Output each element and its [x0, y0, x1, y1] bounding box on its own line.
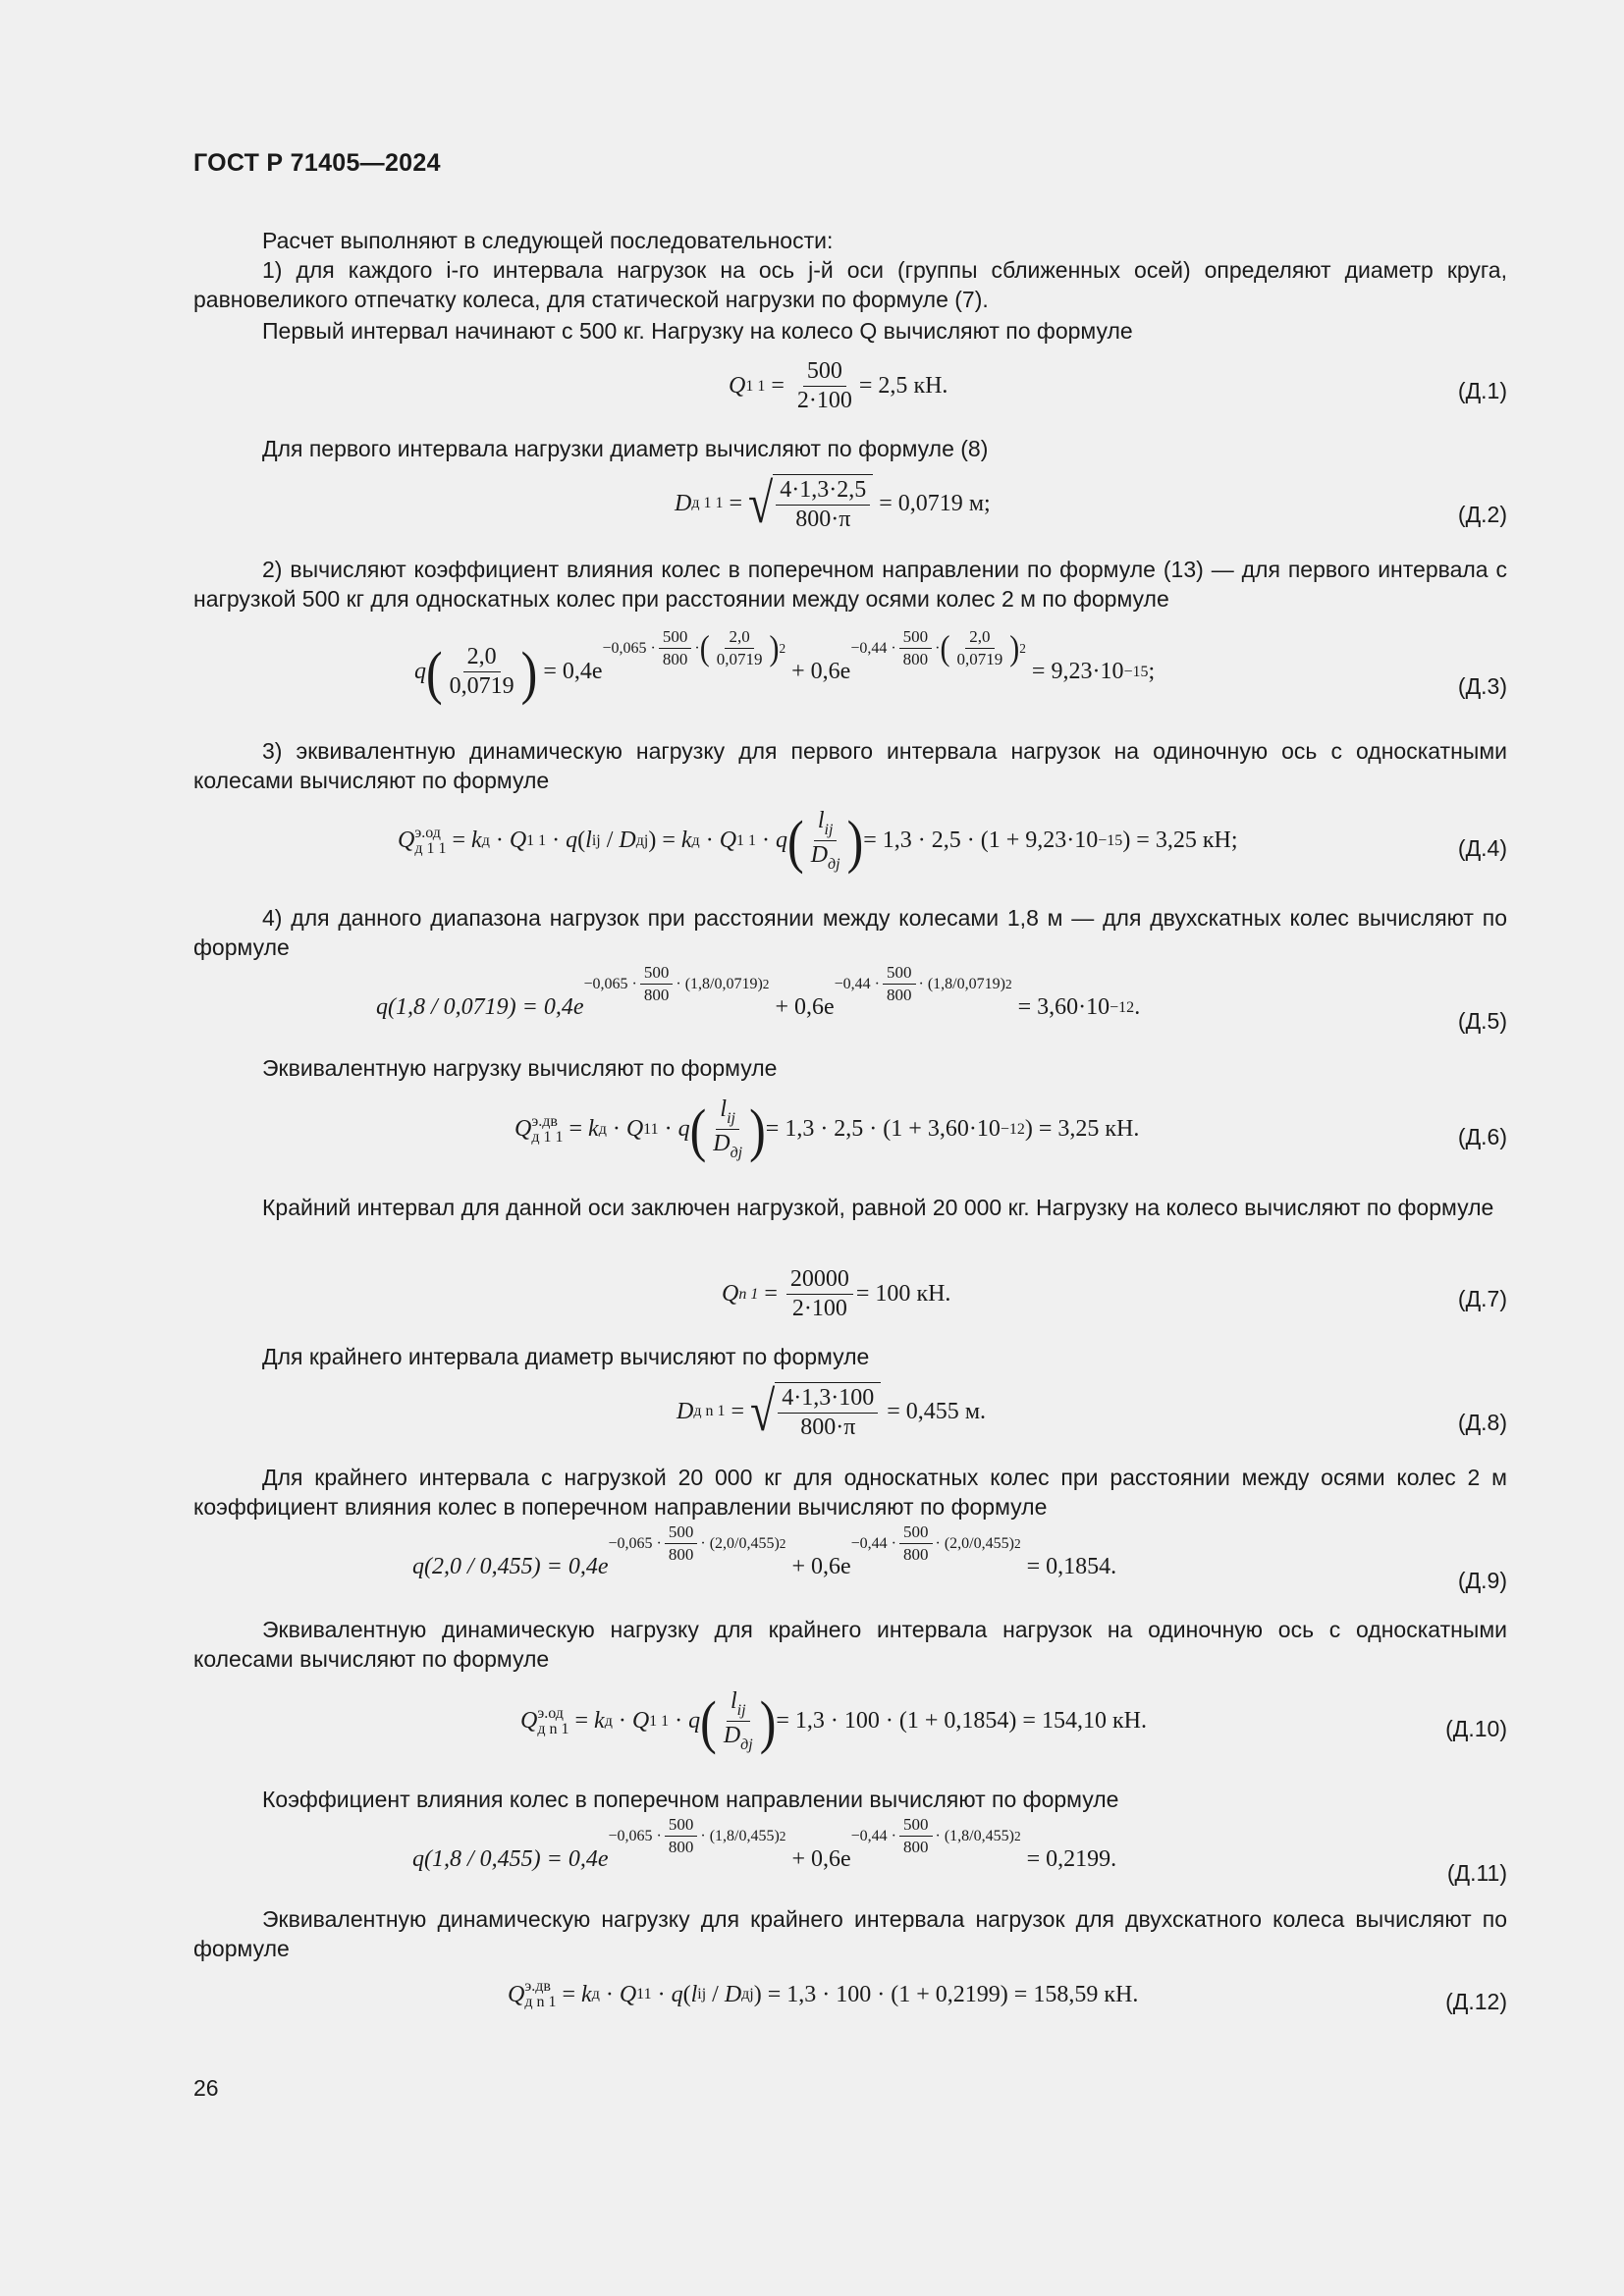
eq-numerator: 20000 [786, 1266, 853, 1295]
equation-d6: Q э.дв д 1 1 = k д · Q 11 · q ( $l_{ij}$ $D_{дj}$ ) = 1,3 · 2,5 · (1 + 3,60·10 −12 ) = 3,25 кН. (Д.6) [514, 1095, 1507, 1163]
equation-d1: Q 1 1 = $\frac{500}{2\cdot 100}$ = 2,5 кН. (Д.1) [729, 358, 1507, 413]
eq-symbol: D [677, 1398, 694, 1424]
eq-denominator: 800 [643, 986, 670, 1004]
sqrt-icon: √ [750, 1379, 776, 1443]
eq-inner: (1,8/0,455) [944, 1827, 1014, 1844]
paragraph-text: 3) эквивалентную динамическую нагрузку для первого интервала нагрузок на одиночную ось с односкатными колесами вычисляют по формуле [193, 738, 1507, 793]
eq-unit: кН. [916, 1281, 951, 1307]
eq-numerator: 500 [899, 1522, 933, 1544]
equation-number: (Д.12) [1445, 1989, 1507, 2014]
equation-d11: q(1,8 / 0,455) = 0,4e −0,065 · $\frac{500}{800}$ · (1,8/0,455) 2 + 0,6e −0,44 · $\frac{500}{800}$ · (1,8/0,455) 2 = 0,2199. (Д.11) [412, 1815, 1507, 1886]
eq-unit: кН. [1111, 1708, 1147, 1734]
eq-result: = 3,60·10 [1017, 994, 1110, 1020]
paragraph-text: Коэффициент влияния колес в поперечном направлении вычисляют по формуле [262, 1787, 1119, 1812]
eq-superscript: э.дв [524, 1978, 551, 1995]
paragraph [193, 1193, 1507, 1222]
eq-denominator: 800 [902, 650, 929, 668]
eq-result: = 0,1854. [1026, 1554, 1117, 1579]
eq-unit: кН; [1202, 828, 1238, 853]
eq-denominator: 800 [887, 986, 912, 1004]
eq-result: = 9,23·10 [1031, 659, 1124, 684]
equation-d2: D д 1 1 = √ $\frac{4\cdot 1,3\cdot 2,5}{800\cdot\pi}$ = 0,0719 м; (Д.2) [675, 471, 1507, 535]
eq-denominator: 2·100 [791, 1296, 847, 1321]
eq-rhs: = 1,3 · 100 · (1 + 0,1854) = 154,10 [776, 1708, 1107, 1734]
eq-superscript: э.од [414, 824, 441, 841]
eq-lhs: q(1,8 / 0,455) = 0,4e [412, 1846, 609, 1872]
eq-unit: кН. [1105, 1116, 1140, 1142]
eq-numerator: 500 [665, 1522, 698, 1544]
eq-denominator: 800 [668, 1838, 694, 1856]
paragraph [193, 903, 1507, 962]
equation-d3: q ( $\frac{2,0}{0,0719}$ ) = 0,4e −0,065 · $\frac{500}{800}$ · ( $\frac{2,0}{0,0719}$ ) 2 + 0,6e −0,44 · $\frac{500}{800}$ · ( $\frac{2,0}{0,0719}$ ) 2 = 9,23·10 −15 ; (Д.3) [414, 627, 1507, 706]
eq-exponent: −0,44 · [850, 1827, 897, 1844]
document-header: ГОСТ Р 71405—2024 [193, 149, 441, 177]
paragraph [193, 1615, 1507, 1674]
eq-denominator: 800 [662, 650, 688, 668]
eq-numerator: 2,0 [965, 627, 994, 649]
eq-subscript: д n 1 [693, 1403, 726, 1419]
equation-number: (Д.2) [1457, 502, 1507, 527]
eq-numerator: 2,0 [725, 627, 753, 649]
eq-tail: ) = 3,25 [1024, 1116, 1100, 1142]
eq-symbol: D [675, 490, 692, 516]
eq-tail: ; [1148, 659, 1156, 684]
eq-exponent: −0,065 · [602, 639, 656, 657]
eq-rhs: = 1,3 · 100 · (1 + 0,2199) = 158,59 [767, 1981, 1099, 2007]
eq-numerator: 4·1,3·100 [778, 1385, 878, 1414]
paragraph-text: Эквивалентную динамическую нагрузку для крайнего интервала нагрузок на одиночную ось с односкатными колесами вычисляют по формуле [193, 1617, 1507, 1672]
eq-inner: (1,8/0,455) [709, 1827, 780, 1844]
paragraph-text: Первый интервал начинают с 500 кг. Нагрузку на колесо Q вычисляют по формуле [262, 318, 1133, 344]
equation-number: (Д.7) [1457, 1286, 1507, 1311]
equation-d5: q(1,8 / 0,0719) = 0,4e −0,065 · $\frac{500}{800}$ · (1,8/0,0719) 2 + 0,6e −0,44 · $\frac{500}{800}$ · (1,8/0,0719) 2 = 3,60·10 −12 . (Д.5) [376, 963, 1507, 1034]
eq-numerator: 500 [803, 358, 846, 387]
eq-rhs: = 1,3 · 2,5 · (1 + 3,60·10 [765, 1116, 1001, 1142]
eq-coefficient: + 0,6e [791, 1554, 851, 1579]
eq-coefficient: + 0,6e [775, 994, 835, 1020]
eq-subscript: 1 1 [526, 831, 547, 849]
equation-number: (Д.3) [1457, 673, 1507, 699]
eq-subscript: д [481, 831, 490, 849]
paragraph-text: Эквивалентную динамическую нагрузку для крайнего интервала нагрузок для двухскатного колеса вычисляют по формуле [193, 1906, 1507, 1961]
equation-number: (Д.10) [1445, 1716, 1507, 1741]
eq-denominator: 800 [903, 1838, 929, 1856]
eq-subscript: д 1 1 [531, 1128, 564, 1146]
paragraph [193, 1463, 1507, 1522]
paragraph-text: Эквивалентную нагрузку вычисляют по формуле [262, 1055, 778, 1081]
paragraph-text: 1) для каждого i-го интервала нагрузок на ось j-й оси (группы сближенных осей) определяют диаметр круга, равновеликого отпечатку колеса, для статической нагрузки по формуле (7). [193, 257, 1507, 312]
paragraph-text: Крайний интервал для данной оси заключен нагрузкой, равной 20 000 кг. Нагрузку на колесо вычисляют по формуле [262, 1195, 1494, 1220]
sqrt-icon: √ [748, 471, 774, 535]
eq-numerator: 500 [883, 963, 916, 985]
eq-exponent: −0,065 · [583, 975, 637, 992]
eq-unit: м; [968, 490, 991, 516]
eq-symbol: Q [729, 373, 746, 399]
eq-numerator: 500 [899, 1815, 933, 1837]
page-number: 26 [193, 2075, 219, 2101]
eq-numerator: 500 [899, 627, 933, 649]
paragraph-text: Для первого интервала нагрузки диаметр вычисляют по формуле (8) [262, 436, 989, 461]
paragraph [193, 434, 1507, 463]
paragraph-text: Расчет выполняют в следующей последовательности: [262, 228, 834, 253]
paragraph [193, 255, 1507, 314]
equation-number: (Д.6) [1457, 1124, 1507, 1149]
equation-number: (Д.1) [1457, 378, 1507, 403]
equation-d10: Q э.од д n 1 = k д · Q 1 1 · q ( $l_{ij}$ $D_{дj}$ ) = 1,3 · 100 · (1 + 0,1854) = 154,10 кН. (Д.10) [520, 1687, 1507, 1755]
eq-numerator: 500 [640, 963, 674, 985]
eq-subscript: n 1 [738, 1285, 759, 1303]
eq-result: = 2,5 [858, 373, 908, 399]
eq-subscript: 11 [643, 1120, 659, 1138]
eq-coefficient: 0,4e [562, 659, 603, 684]
eq-unit: кН. [1104, 1981, 1139, 2007]
equation-number: (Д.8) [1457, 1410, 1507, 1435]
paragraph [193, 555, 1507, 614]
eq-result: = 0,0719 [879, 490, 963, 516]
eq-subscript: 1 1 [745, 377, 766, 395]
eq-tail: ) = 3,25 [1122, 828, 1197, 853]
eq-result: = 100 [855, 1281, 911, 1307]
eq-inner: (2,0/0,455) [944, 1534, 1014, 1552]
eq-numerator: 500 [659, 627, 692, 649]
eq-superscript: э.од [537, 1704, 564, 1722]
eq-subscript: д 1 1 [414, 839, 447, 857]
eq-subscript: д n 1 [524, 1994, 557, 2010]
eq-inner: (1,8/0,0719) [684, 975, 763, 992]
eq-denominator: 0,0719 [716, 650, 763, 668]
equation-d7: Q n 1 = $\frac{20000}{2\cdot 100}$ = 100 кН. (Д.7) [722, 1266, 1507, 1321]
eq-exponent: −0,44 · [850, 639, 896, 657]
eq-denominator: 0,0719 [449, 673, 514, 699]
eq-denominator: 800·π [800, 1415, 856, 1440]
eq-exponent: −15 [1123, 663, 1149, 680]
eq-tail: . [1134, 994, 1141, 1020]
eq-exponent: −0,44 · [850, 1534, 897, 1552]
equation-number: (Д.5) [1457, 1008, 1507, 1034]
paragraph [193, 1904, 1507, 1963]
paragraph [193, 736, 1507, 795]
eq-denominator: 800·π [795, 507, 851, 532]
eq-symbol: Q [722, 1281, 739, 1307]
paragraph [193, 226, 1507, 255]
eq-inner: (1,8/0,0719) [927, 975, 1005, 992]
eq-coefficient: + 0,6e [791, 1846, 851, 1872]
equation-d8: D д n 1 = √ $\frac{4\cdot 1,3\cdot 100}{800\cdot\pi}$ = 0,455 м. (Д.8) [677, 1379, 1507, 1443]
eq-subscript: 1 1 [649, 1712, 670, 1730]
eq-result: = 0,455 [887, 1398, 959, 1424]
paragraph [193, 1342, 1507, 1371]
equation-d12: Q э.дв д n 1 = k д · Q 11 · q ( l ij / D дj ) = 1,3 · 100 · (1 + 0,2199) = 158,59 кН. (Д.12) [508, 1978, 1507, 2014]
eq-result: = 0,2199. [1026, 1846, 1117, 1872]
eq-subscript: д n 1 [537, 1720, 569, 1737]
paragraph-text: Для крайнего интервала диаметр вычисляют по формуле [262, 1344, 870, 1369]
equation-d4: Q э.од д 1 1 = k д · Q 1 1 · q ( l ij / D дj ) = k д · Q 1 1 · q ( $l_{ij}$ $D_{дj}$ ) = 1,3 · 2,5 · (1 + 9,23·10 −15 ) = 3,25 кН; (Д.4) [398, 807, 1507, 875]
eq-rhs: = 1,3 · 2,5 · (1 + 9,23·10 [863, 828, 1099, 853]
eq-denominator: 0,0719 [956, 650, 1003, 668]
paragraph [193, 1053, 1507, 1083]
eq-unit: кН. [913, 373, 948, 399]
eq-unit: м. [964, 1398, 986, 1424]
eq-denominator: 800 [668, 1545, 694, 1564]
eq-subscript: 11 [636, 1986, 652, 2002]
eq-exponent: −15 [1098, 831, 1123, 849]
paragraph-text: 4) для данного диапазона нагрузок при расстоянии между колесами 1,8 м — для двухскатных колес вычисляют по формуле [193, 905, 1507, 960]
eq-numerator: 4·1,3·2,5 [776, 477, 870, 506]
eq-exponent: −0,065 · [608, 1534, 662, 1552]
eq-subscript: д 1 1 [691, 495, 724, 511]
paragraph [193, 1785, 1507, 1814]
eq-exponent: −0,44 · [834, 975, 881, 992]
eq-exponent: −12 [1000, 1120, 1025, 1138]
equation-d9: q(2,0 / 0,455) = 0,4e −0,065 · $\frac{500}{800}$ · (2,0/0,455) 2 + 0,6e −0,44 · $\frac{500}{800}$ · (2,0/0,455) 2 = 0,1854. (Д.9) [412, 1522, 1507, 1593]
paragraph [193, 316, 1507, 346]
eq-lhs: q(1,8 / 0,0719) = 0,4e [376, 994, 584, 1020]
eq-numerator: 2,0 [463, 644, 501, 672]
equation-number: (Д.4) [1457, 835, 1507, 861]
eq-exponent: −12 [1110, 998, 1135, 1016]
eq-lhs: q(2,0 / 0,455) = 0,4e [412, 1554, 609, 1579]
eq-numerator: 500 [665, 1815, 698, 1837]
eq-denominator: 800 [903, 1545, 929, 1564]
eq-denominator: 2·100 [796, 388, 852, 413]
equation-number: (Д.11) [1446, 1860, 1507, 1886]
eq-superscript: э.дв [531, 1112, 558, 1130]
eq-inner: (2,0/0,455) [709, 1534, 780, 1552]
paragraph-text: 2) вычисляют коэффициент влияния колес в поперечном направлении по формуле (13) — для первого интервала с нагрузкой 500 кг для односкатных колес при расстоянии между осями колес 2 м по формуле [193, 557, 1507, 612]
eq-coefficient: + 0,6e [791, 659, 851, 684]
eq-exponent: −0,065 · [608, 1827, 662, 1844]
equation-number: (Д.9) [1457, 1568, 1507, 1593]
paragraph-text: Для крайнего интервала с нагрузкой 20 000 кг для односкатных колес при расстоянии между осями колес 2 м коэффициент влияния колес в поперечном направлении вычисляют по формуле [193, 1465, 1507, 1520]
